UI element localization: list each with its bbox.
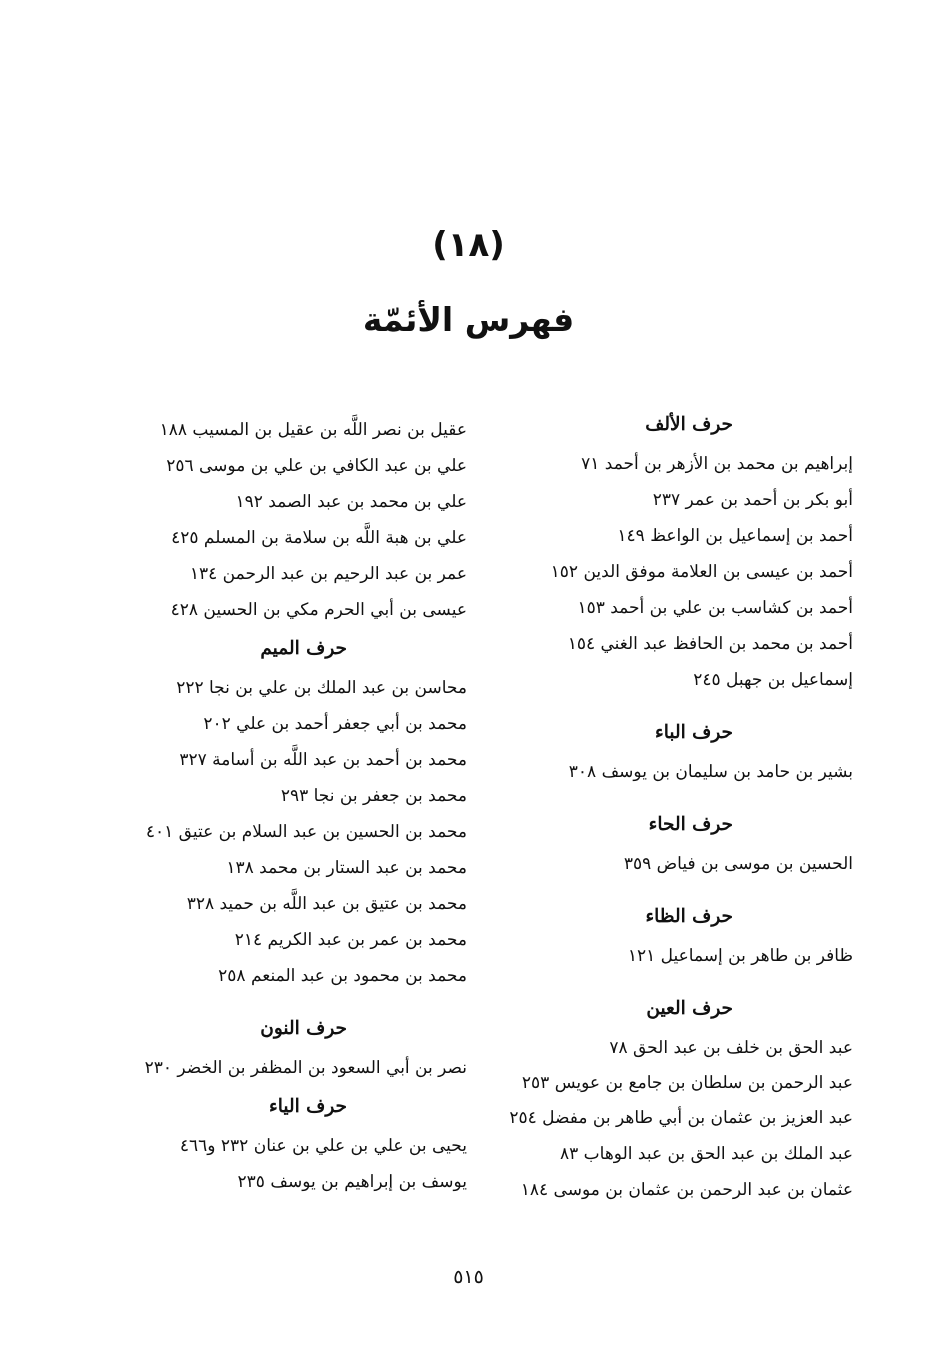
index-entry: علي بن عبد الكافي بن علي بن موسى ٢٥٦ (166, 456, 467, 476)
index-column-right (483, 404, 853, 1208)
section-heading-nun: حرف النون (260, 1018, 347, 1039)
index-entry: علي بن هبة اللَّه بن سلامة بن المسلم ٤٢٥ (171, 528, 467, 548)
index-entry: محمد بن جعفر بن نجا ٢٩٣ (280, 786, 467, 806)
section-heading-ha: حرف الحاء (648, 814, 733, 835)
index-entry: علي بن محمد بن عبد الصمد ١٩٢ (235, 492, 467, 512)
page-title: فهرس الأئمّة (362, 300, 575, 339)
index-entry: يحيى بن علي بن علي بن عنان ٢٣٢ و٤٦٦ (179, 1136, 467, 1156)
section-heading-ya: حرف الياء (269, 1096, 347, 1117)
index-entry: محمد بن عبد الستار بن محمد ١٣٨ (226, 858, 467, 878)
index-entry: عبد العزيز بن عثمان بن أبي طاهر بن مفضل ٢٥٤ (509, 1108, 853, 1128)
index-entry: عبد الملك بن عبد الحق بن عبد الوهاب ٨٣ (559, 1144, 853, 1164)
section-heading-alif: حرف الألف (645, 414, 733, 435)
index-entry: أبو بكر بن أحمد بن عمر ٢٣٧ (652, 490, 853, 510)
section-heading-za: حرف الظاء (645, 906, 733, 927)
index-entry: أحمد بن إسماعيل بن الواعظ ١٤٩ (617, 526, 853, 546)
index-entry: عيسى بن أبي الحرم مكي بن الحسين ٤٢٨ (170, 600, 467, 620)
index-column-left (107, 404, 467, 1200)
index-entry: محمد بن عتيق بن عبد اللَّه بن حميد ٣٢٨ (186, 894, 467, 914)
index-entry: عمر بن عبد الرحيم بن عبد الرحمن ١٣٤ (189, 564, 467, 584)
index-entry: أحمد بن عيسى بن العلامة موفق الدين ١٥٢ (550, 562, 853, 582)
index-entry: نصر بن أبي السعود بن المظفر بن الخضر ٢٣٠ (144, 1058, 467, 1078)
index-entry: بشير بن حامد بن سليمان بن يوسف ٣٠٨ (568, 762, 853, 782)
index-entry: ظافر بن طاهر بن إسماعيل ١٢١ (627, 946, 853, 966)
index-entry: محمد بن الحسين بن عبد السلام بن عتيق ٤٠١ (145, 822, 467, 842)
index-entry: أحمد بن كشاسب بن علي بن أحمد ١٥٣ (577, 598, 853, 618)
index-entry: يوسف بن إبراهيم بن يوسف ٢٣٥ (237, 1172, 467, 1192)
page-number: ٥١٥ (453, 1266, 484, 1288)
index-entry: عثمان بن عبد الرحمن بن عثمان بن موسى ١٨٤ (520, 1180, 853, 1200)
index-entry: الحسين بن موسى بن فياض ٣٥٩ (623, 854, 853, 874)
index-entry: عقيل بن نصر اللَّه بن عقيل بن المسيب ١٨٨ (159, 420, 467, 440)
index-entry: عبد الحق بن خلف بن عبد الحق ٧٨ (609, 1038, 853, 1058)
index-entry: محمد بن أحمد بن عبد اللَّه بن أسامة ٣٢٧ (179, 750, 467, 770)
index-entry: محمد بن عمر بن عبد الكريم ٢١٤ (234, 930, 467, 950)
chapter-number: (١٨) (432, 225, 505, 265)
section-heading-ba: حرف الباء (655, 722, 733, 743)
section-heading-mim: حرف الميم (260, 638, 347, 659)
index-entry: عبد الرحمن بن سلطان بن جامع بن عويس ٢٥٣ (521, 1073, 853, 1093)
index-entry: إسماعيل بن جهبل ٢٤٥ (693, 670, 853, 690)
index-entry: محمد بن أبي جعفر أحمد بن علي ٢٠٢ (203, 714, 467, 734)
index-entry: إبراهيم بن محمد بن الأزهر بن أحمد ٧١ (581, 454, 853, 474)
index-entry: محمد بن محمود بن عبد المنعم ٢٥٨ (218, 966, 467, 986)
section-heading-ayn: حرف العين (646, 998, 733, 1019)
index-entry: أحمد بن محمد بن الحافظ عبد الغني ١٥٤ (567, 634, 853, 654)
index-entry: محاسن بن عبد الملك بن علي بن نجا ٢٢٢ (176, 678, 467, 698)
